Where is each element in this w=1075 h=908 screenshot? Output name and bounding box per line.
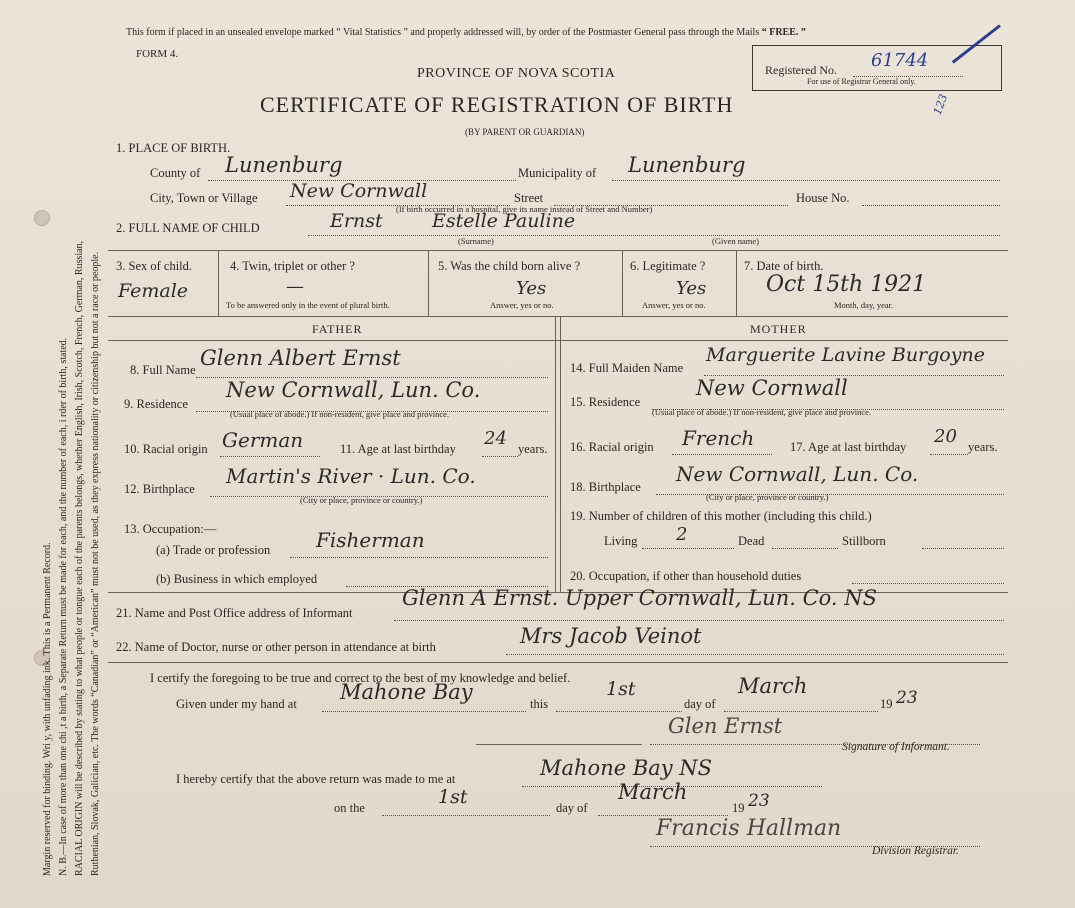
given-name-note: (Given name): [712, 236, 759, 246]
year-prefix: 19: [880, 697, 893, 711]
nb-note: N. B.—In case of more than one chi ,t a birth, a Separate Return must be made for each, and the number of each, i rder of birth, stated.: [58, 337, 69, 876]
mother-name-value: Marguerite Lavine Burgoyne: [706, 344, 985, 366]
place-of-birth-heading: 1. PLACE OF BIRTH.: [116, 141, 231, 155]
given-year-value: 23: [896, 688, 918, 708]
registered-number: 61744: [871, 50, 929, 71]
racial-note-1: RACIAL ORIGIN will be described by stating to what people or tongue each of the parents belongs, whether English, Irish, Scotch, French, German, Russian,: [74, 240, 85, 876]
on-day-line: [382, 815, 550, 816]
divider: [736, 250, 737, 316]
legitimate-value: Yes: [676, 278, 707, 299]
this-label: this: [530, 697, 549, 711]
legitimate-note: Answer, yes or no.: [642, 300, 706, 310]
certify-text: I certify the foregoing to be true and correct to the best of my knowledge and belief.: [150, 671, 571, 685]
business-label: (b) Business in which employed: [156, 572, 318, 586]
living-label: Living: [604, 534, 638, 548]
mail-notice: [126, 27, 806, 38]
registrar-signature: Francis Hallman: [656, 816, 842, 841]
informant-signature-label: Signature of Informant.: [842, 741, 950, 753]
dob-note: Month, day, year.: [834, 300, 894, 310]
house-label: House No.: [796, 191, 850, 205]
house-line: [862, 205, 1000, 206]
father-years: years.: [518, 442, 548, 456]
mail-notice-free: “ FREE. ”: [761, 27, 806, 38]
father-age-line: [482, 456, 518, 457]
on-the-label: on the: [334, 801, 365, 815]
dead-label: Dead: [738, 534, 765, 548]
stillborn-label: Stillborn: [842, 534, 886, 548]
hospital-note: (If birth occurred in a hospital, give its name instead of Street and Number): [396, 204, 653, 214]
father-residence-value: New Cornwall, Lun. Co.: [226, 378, 481, 402]
child-name-line: [308, 235, 1000, 236]
county-label: County of: [150, 166, 201, 180]
registered-label: Registered No.: [765, 63, 837, 77]
trade-line: [290, 557, 548, 558]
registrar-note: For use of Registrar General only.: [807, 77, 916, 86]
informant-line: [394, 620, 1004, 621]
margin-note: Margin reserved for binding. Wri y, with unfading ink. This is a Permanent Record.: [42, 542, 53, 876]
dob-value: Oct 15th 1921: [766, 272, 927, 297]
mother-birthplace-label: 18. Birthplace: [570, 480, 641, 494]
living-line: [642, 548, 734, 549]
mother-years: years.: [968, 440, 998, 454]
legitimate-label: 6. Legitimate ?: [630, 259, 706, 273]
margin-stamp: 123: [930, 92, 951, 117]
informant-value: Glenn A Ernst. Upper Cornwall, Lun. Co. NS: [402, 586, 878, 610]
living-value: 2: [676, 524, 688, 545]
mother-birthplace-value: New Cornwall, Lun. Co.: [676, 462, 919, 486]
father-racial-label: 10. Racial origin: [124, 442, 208, 456]
racial-note-2: Ruthenian, Slovak, Galician, etc. The words “Canadian” or “American” must not be used, as they express nationality or citizenship but not a race or people.: [90, 251, 101, 876]
dead-line: [772, 548, 838, 549]
on-year-value: 23: [748, 791, 770, 811]
mother-racial-label: 16. Racial origin: [570, 440, 654, 454]
dayof-label: day of: [684, 697, 716, 711]
attendant-line: [506, 654, 1004, 655]
on-day-value: 1st: [438, 786, 468, 808]
return-place-value: Mahone Bay NS: [540, 756, 713, 780]
given-place-value: Mahone Bay: [340, 680, 473, 704]
mother-name-label: 14. Full Maiden Name: [570, 361, 684, 375]
rule-parents-heading: [108, 340, 1008, 341]
binding-margin: [28, 10, 114, 890]
father-age-value: 24: [484, 428, 507, 449]
rule-certify-top: [108, 662, 1008, 663]
county-value: Lunenburg: [225, 153, 343, 177]
alive-label: 5. Was the child born alive ?: [438, 259, 581, 273]
city-value: New Cornwall: [290, 180, 428, 202]
father-birthplace-note: (City or place, province or country.): [300, 495, 423, 505]
registered-line: [853, 76, 963, 77]
twin-note: To be answered only in the event of plural birth.: [226, 300, 390, 310]
stillborn-line: [922, 548, 1004, 549]
sex-label: 3. Sex of child.: [116, 259, 193, 273]
father-birthplace-label: 12. Birthplace: [124, 482, 195, 496]
alive-note: Answer, yes or no.: [490, 300, 554, 310]
on-year-prefix: 19: [732, 801, 745, 815]
rule-row3-bottom: [108, 316, 1008, 317]
children-label: 19. Number of children of this mother (including this child.): [570, 509, 872, 523]
attendant-value: Mrs Jacob Veinot: [520, 624, 702, 648]
father-residence-note: (Usual place of abode.) If non-resident, give place and province.: [230, 409, 450, 419]
given-day-value: 1st: [606, 678, 636, 700]
mother-age-value: 20: [934, 426, 957, 447]
dob-label: 7. Date of birth.: [744, 259, 824, 273]
mother-occupation-line: [852, 583, 1004, 584]
given-month-line: [724, 711, 878, 712]
mail-notice-text: This form if placed in an unsealed envelope marked “ Vital Statistics ” and properly addressed will, by order of the Postmaster General pass through the Mails: [126, 27, 760, 38]
mother-age-line: [930, 454, 968, 455]
parents-divider: [560, 316, 561, 592]
parents-divider-2: [555, 316, 556, 592]
city-label: City, Town or Village: [150, 191, 258, 205]
father-racial-value: German: [222, 428, 304, 452]
registrar-label: Division Registrar.: [872, 845, 959, 857]
rule-row3-top: [108, 250, 1008, 251]
divider: [428, 250, 429, 316]
return-label: I hereby certify that the above return was made to me at: [176, 772, 456, 786]
street-label: Street: [514, 191, 544, 205]
page-title: CERTIFICATE OF REGISTRATION OF BIRTH: [260, 92, 734, 117]
informant-label: 21. Name and Post Office address of Informant: [116, 606, 353, 620]
subtitle: (BY PARENT OR GUARDIAN): [465, 127, 585, 137]
child-name-label: 2. FULL NAME OF CHILD: [116, 221, 260, 235]
province-title: PROVINCE OF NOVA SCOTIA: [417, 66, 616, 81]
divider: [218, 250, 219, 316]
mother-occupation-label: 20. Occupation, if other than household duties: [570, 569, 802, 583]
twin-value: —: [286, 276, 304, 297]
municipality-value: Lunenburg: [628, 153, 746, 177]
father-racial-line: [220, 456, 320, 457]
mother-racial-line: [672, 454, 772, 455]
given-place-line: [322, 711, 526, 712]
attendant-label: 22. Name of Doctor, nurse or other person in attendance at birth: [116, 640, 436, 654]
informant-signature: Glen Ernst: [668, 714, 783, 738]
father-name-label: 8. Full Name: [130, 363, 196, 377]
municipality-line: [612, 180, 1000, 181]
occupation-label: 13. Occupation:—: [124, 522, 217, 536]
on-dayof-label: day of: [556, 801, 588, 815]
trade-label: (a) Trade or profession: [156, 543, 271, 557]
father-birthplace-value: Martin's River · Lun. Co.: [226, 464, 476, 488]
mother-residence-label: 15. Residence: [570, 395, 641, 409]
given-day-line: [556, 711, 682, 712]
mother-residence-value: New Cornwall: [696, 376, 848, 400]
form-number: FORM 4.: [136, 48, 179, 60]
father-age-label: 11. Age at last birthday: [340, 442, 456, 456]
child-given-name: Estelle Pauline: [432, 210, 576, 232]
on-month-value: March: [618, 780, 688, 804]
surname-note: (Surname): [458, 236, 494, 246]
divider: [622, 250, 623, 316]
alive-value: Yes: [516, 278, 547, 299]
mother-residence-note: (Usual place of abode.) If non-resident, give place and province.: [652, 407, 872, 417]
sex-value: Female: [118, 280, 189, 302]
municipality-label: Municipality of: [518, 166, 597, 180]
mother-racial-value: French: [682, 426, 755, 450]
trade-value: Fisherman: [316, 528, 425, 552]
rule-short: [476, 744, 642, 745]
mother-heading: MOTHER: [750, 322, 807, 336]
child-surname: Ernst: [330, 210, 383, 232]
mother-age-label: 17. Age at last birthday: [790, 440, 907, 454]
twin-label: 4. Twin, triplet or other ?: [230, 259, 355, 273]
father-residence-label: 9. Residence: [124, 397, 188, 411]
father-name-value: Glenn Albert Ernst: [200, 346, 401, 370]
father-heading: FATHER: [312, 322, 363, 336]
given-label: Given under my hand at: [176, 697, 297, 711]
punch-hole: [34, 210, 50, 226]
mother-birthplace-note: (City or place, province or country.): [706, 492, 829, 502]
given-month-value: March: [738, 674, 808, 698]
